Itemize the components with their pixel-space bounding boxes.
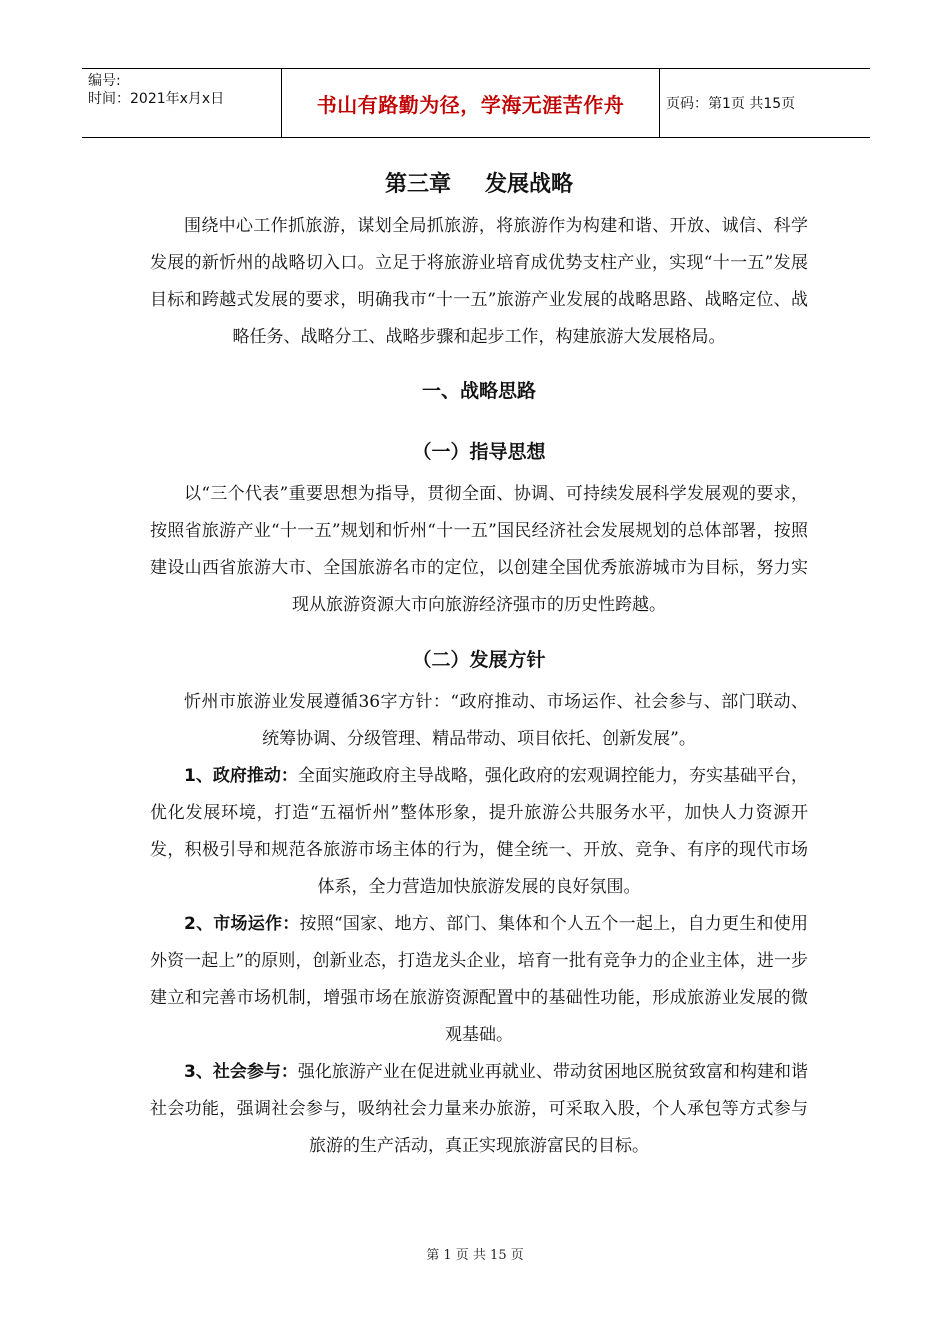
document-body — [150, 162, 808, 1165]
intro-paragraph: 围绕中心工作抓旅游，谋划全局抓旅游，将旅游作为构建和谐、开放、诚信、科学发展的新忻州的战略切入口。立足于将旅游业培育成优势支柱产业，实现“十一五”发展目标和跨越式发展的要求，明确我市“十一五”旅游产业发展的战略思路、战略定位、战略任务、战略分工、战略步骤和起步工作，构建旅游大发展格局。 — [150, 216, 808, 347]
development-policy-intro: 忻州市旅游业发展遵循36字方针：“政府推动、市场运作、社会参与、部门联动、统筹协调、分级管理、精品带动、项目依托、创新发展”。 — [184, 692, 808, 749]
subsection-heading-guiding-thought: （一）指导思想 — [412, 441, 546, 463]
policy-item-label: 3、社会参与： — [184, 1062, 298, 1082]
page-footer: 第 1 页 共 15 页 — [426, 1248, 524, 1263]
policy-item-label: 1、政府推动： — [184, 766, 298, 786]
policy-item-text: 全面实施政府主导战略，强化政府的宏观调控能力，夯实基础平台，优化发展环境，打造“五福忻州”整体形象，提升旅游公共服务水平，加快人力资源开发，积极引导和规范各旅游市场主体的行为，健全统一、开放、竞争、有序的现代市场体系，全力营造加快旅游发展的良好氛围。 — [150, 766, 808, 897]
header-page-info: 页码：第1页 共15页 — [666, 96, 796, 112]
policy-item — [150, 1054, 808, 1165]
section-heading-strategy-thinking: 一、战略思路 — [421, 380, 536, 402]
policy-item-text: 强化旅游产业在促进就业再就业、带动贫困地区脱贫致富和构建和谐社会功能，强调社会参与，吸纳社会力量来办旅游，可采取入股，个人承包等方式参与旅游的生产活动，真正实现旅游富民的目标。 — [150, 1062, 808, 1156]
policy-item-label: 2、市场运作： — [184, 914, 300, 934]
header-meta — [82, 69, 282, 137]
policy-item-text: 按照“国家、地方、部门、集体和个人五个一起上，自力更生和使用外资一起上”的原则，创新业态，打造龙头企业，培育一批有竞争力的企业主体，进一步建立和完善市场机制，增强市场在旅游资源配置中的基础性功能，形成旅游业发展的微观基础。 — [150, 914, 808, 1045]
time-label: 时间：2021年x月x日 — [88, 91, 225, 107]
chapter-title: 发展战略 — [485, 172, 574, 197]
serial-number-label: 编号: — [88, 73, 121, 89]
page-header — [82, 68, 870, 138]
chapter-heading — [150, 162, 808, 208]
header-motto: 书山有路勤为径，学海无涯苦作舟 — [282, 69, 660, 137]
subsection-heading-development-policy: （二）发展方针 — [412, 649, 546, 671]
chapter-number: 第三章 — [384, 172, 451, 197]
guiding-thought-paragraph: 以“三个代表”重要思想为指导，贯彻全面、协调、可持续发展科学发展观的要求，按照省旅游产业“十一五”规划和忻州“十一五”国民经济社会发展规划的总体部署，按照建设山西省旅游大市、全国旅游名市的定位，以创建全国优秀旅游城市为目标，努力实现从旅游资源大市向旅游经济强市的历史性跨越。 — [150, 484, 808, 615]
policy-item — [150, 906, 808, 1054]
policy-item — [150, 758, 808, 906]
